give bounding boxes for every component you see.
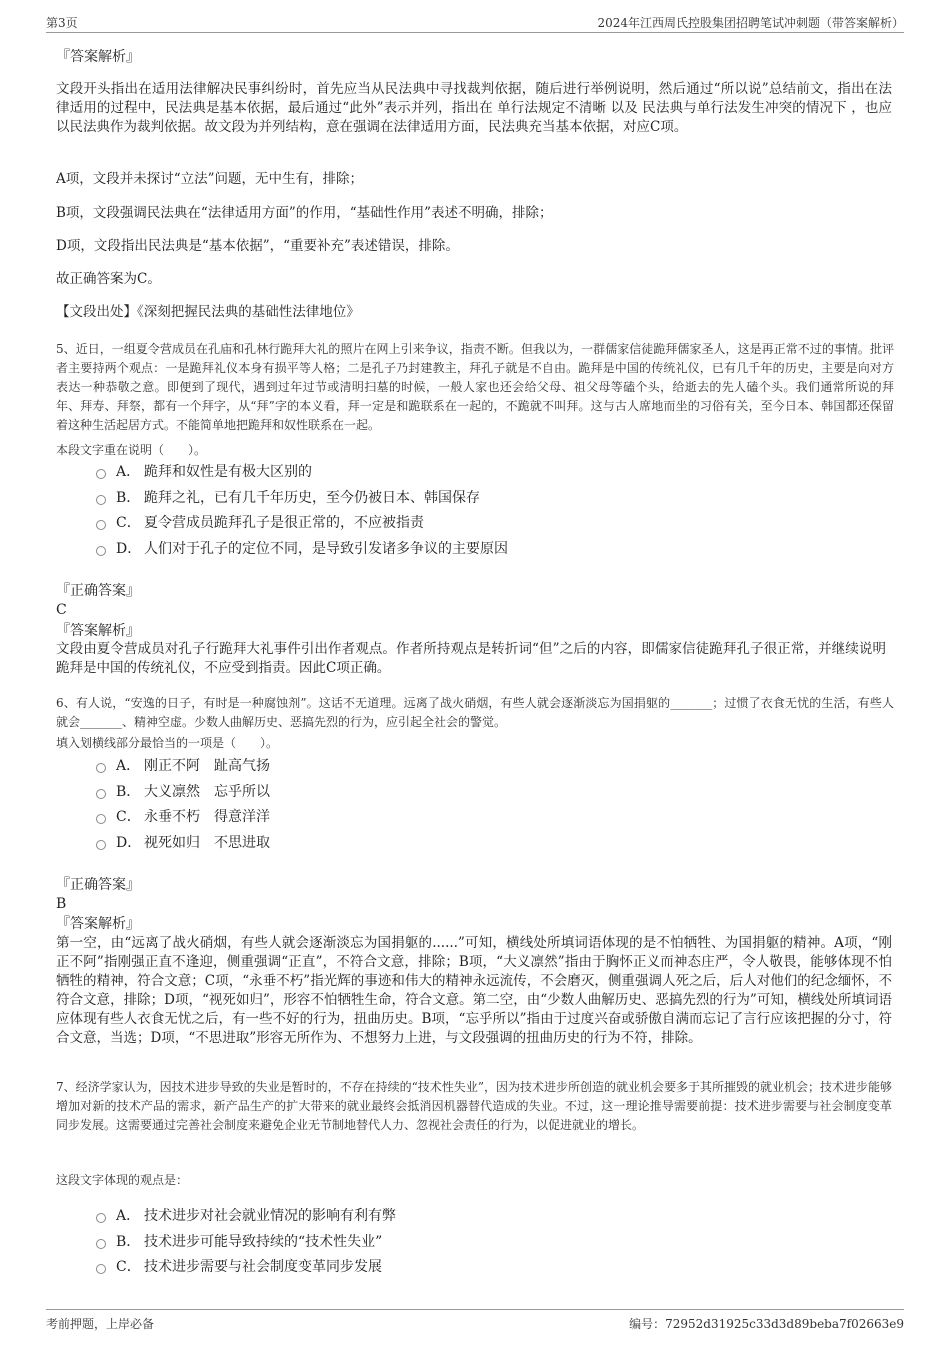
analysis-title-q5: 『答案解析』 — [56, 623, 140, 639]
radio-icon[interactable] — [96, 1213, 106, 1223]
option-b[interactable]: B． 大义凛然 忘乎所以 — [96, 780, 270, 806]
question-7-stem: 7、经济学家认为，因技术进步导致的失业是暂时的，不存在持续的“技术性失业”，因为技术进步所创造的就业机会要多于其所摧毁的就业机会；技术进步能够增加对新的技术产品的需求，新产品生产的扩大带来的就业最终会抵消因机器替代造成的失业。不过，这一理论推导需要前提：技术进步需要与社会制度变革同步发展。这需要通过完善社会制度来避免企业无节制地替代人力、忽视社会责任的行为，以促进就业的增长。 — [56, 1080, 892, 1132]
option-c[interactable]: C． 夏令营成员跪拜孔子是很正常的，不应被指责 — [96, 511, 508, 537]
page-number: 第3页 — [46, 16, 78, 30]
page-header — [46, 12, 904, 33]
analysis-option-d-q4: D项，文段指出民法典是“基本依据”，“重要补充”表述错误，排除。 — [56, 238, 459, 254]
question-7-prompt: 这段文字体现的观点是： — [56, 1173, 189, 1187]
analysis-title-q6: 『答案解析』 — [56, 916, 140, 932]
answer-q5: C — [56, 602, 67, 618]
analysis-title-q4: 『答案解析』 — [56, 49, 140, 65]
option-d[interactable]: D． 视死如归 不思进取 — [96, 831, 270, 857]
document-id: 编号：72952d31925c33d3d89beba7f02663e9 — [629, 1317, 904, 1331]
radio-icon[interactable] — [96, 763, 106, 773]
radio-icon[interactable] — [96, 1264, 106, 1274]
conclusion-q4: 故正确答案为C。 — [56, 271, 161, 287]
analysis-option-b-q4: B项，文段强调民法典在“法律适用方面”的作用，“基础性作用”表述不明确，排除； — [56, 205, 553, 221]
radio-icon[interactable] — [96, 840, 106, 850]
answer-q6: B — [56, 896, 67, 912]
question-6-options — [96, 754, 270, 856]
radio-icon[interactable] — [96, 1239, 106, 1249]
question-5-options — [96, 460, 508, 562]
option-b[interactable]: B． 跪拜之礼，已有几千年历史，至今仍被日本、韩国保存 — [96, 486, 508, 512]
option-b[interactable]: B． 技术进步可能导致持续的“技术性失业” — [96, 1230, 396, 1256]
question-5-prompt: 本段文字重在说明（ ）。 — [56, 443, 207, 457]
answer-title-q6: 『正确答案』 — [56, 877, 140, 893]
radio-icon[interactable] — [96, 469, 106, 479]
document-title: 2024年江西周氏控股集团招聘笔试冲刺题（带答案解析） — [597, 16, 904, 30]
option-d[interactable]: D． 人们对于孔子的定位不同，是导致引发诸多争议的主要原因 — [96, 537, 508, 563]
answer-title-q5: 『正确答案』 — [56, 583, 140, 599]
page-footer — [46, 1309, 904, 1334]
question-7-options — [96, 1204, 396, 1281]
option-c[interactable]: C． 技术进步需要与社会制度变革同步发展 — [96, 1255, 396, 1281]
radio-icon[interactable] — [96, 520, 106, 530]
radio-icon[interactable] — [96, 546, 106, 556]
radio-icon[interactable] — [96, 814, 106, 824]
question-5-stem: 5、近日，一组夏令营成员在孔庙和孔林行跪拜大礼的照片在网上引来争议，指责不断。但我以为，一群儒家信徒跪拜儒家圣人，这是再正常不过的事情。批评者主要持两个观点：一是跪拜礼仪本身有损平等人格；二是孔子乃封建教主，拜孔子就是不自由。跪拜是中国的传统礼仪，已有几千年的历史，主要是向对方表达一种恭敬之意。即便到了现代，遇到过年过节或清明扫墓的时候，一般人家也还会给父母、祖父母等磕个头，给逝去的先人磕个头。我们通常所说的拜年、拜寿、拜祭，都有一个拜字，从“拜”字的本义看，拜一定是和跪联系在一起的，不跪就不叫拜。这与古人席地而坐的习俗有关，至今日本、韩国都还保留着这种生活起居方式。不能简单地把跪拜和奴性联系在一起。 — [56, 342, 894, 432]
radio-icon[interactable] — [96, 495, 106, 505]
analysis-option-a-q4: A项，文段并未探讨“立法”问题，无中生有，排除； — [56, 171, 364, 187]
option-a[interactable]: A． 跪拜和奴性是有极大区别的 — [96, 460, 508, 486]
question-6-prompt: 填入划横线部分最恰当的一项是（ ）。 — [56, 736, 279, 750]
question-6-stem: 6、有人说，“安逸的日子，有时是一种腐蚀剂”。这话不无道理。远离了战火硝烟，有些人就会逐渐淡忘为国捐躯的_______；过惯了衣食无忧的生活，有些人就会_______、精神空虚。少数人曲解历史、恶搞先烈的行为，应引起全社会的警觉。 — [56, 696, 894, 729]
footer-slogan: 考前押题，上岸必备 — [46, 1317, 155, 1331]
source-q4: 【文段出处】《深刻把握民法典的基础性法律地位》 — [56, 304, 360, 320]
option-a[interactable]: A． 技术进步对社会就业情况的影响有利有弊 — [96, 1204, 396, 1230]
analysis-q5: 文段由夏令营成员对孔子行跪拜大礼事件引出作者观点。作者所持观点是转折词“但”之后的内容，即儒家信徒跪拜孔子很正常，并继续说明跪拜是中国的传统礼仪，不应受到指责。因此C项正确。 — [56, 641, 886, 676]
analysis-paragraph-q4: 文段开头指出在适用法律解决民事纠纷时，首先应当从民法典中寻找裁判依据，随后进行举例说明，然后通过“所以说”总结前文，指出在法律适用的过程中，民法典是基本依据，最后通过“此外”表示并列，指出在 单行法规定不清晰 以及 民法典与单行法发生冲突的情况下 ，也应以民法典作为裁判依据。故文段为并列结构，意在强调在法律适用方面，民法典充当基本依据，对应C项。 — [56, 81, 892, 135]
option-a[interactable]: A． 刚正不阿 趾高气扬 — [96, 754, 270, 780]
option-c[interactable]: C． 永垂不朽 得意洋洋 — [96, 805, 270, 831]
radio-icon[interactable] — [96, 789, 106, 799]
analysis-q6: 第一空，由“远离了战火硝烟，有些人就会逐渐淡忘为国捐躯的......”可知，横线处所填词语体现的是不怕牺牲、为国捐躯的精神。A项，“刚正不阿”指刚强正直不逢迎，侧重强调“正直”，不符合文意，排除；B项，“大义凛然”指由于胸怀正义而神态庄严，令人敬畏，能够体现不怕牺牲的精神，符合文意；C项，“永垂不朽”指光辉的事迹和伟大的精神永远流传，不会磨灭，侧重强调人死之后，后人对他们的纪念缅怀，不符合文意，排除；D项，“视死如归”，形容不怕牺牲生命，符合文意。第二空，由“少数人曲解历史、恶搞先烈的行为”可知，横线处所填词语应体现有些人衣食无忧之后，有一些不好的行为，扭曲历史。B项，“忘乎所以”指由于过度兴奋或骄傲自满而忘记了言行应该把握的分寸，符合文意，当选；D项，“不思进取”形容无所作为、不想努力上进，与文段强调的扭曲历史的行为不符，排除。 — [56, 935, 892, 1046]
